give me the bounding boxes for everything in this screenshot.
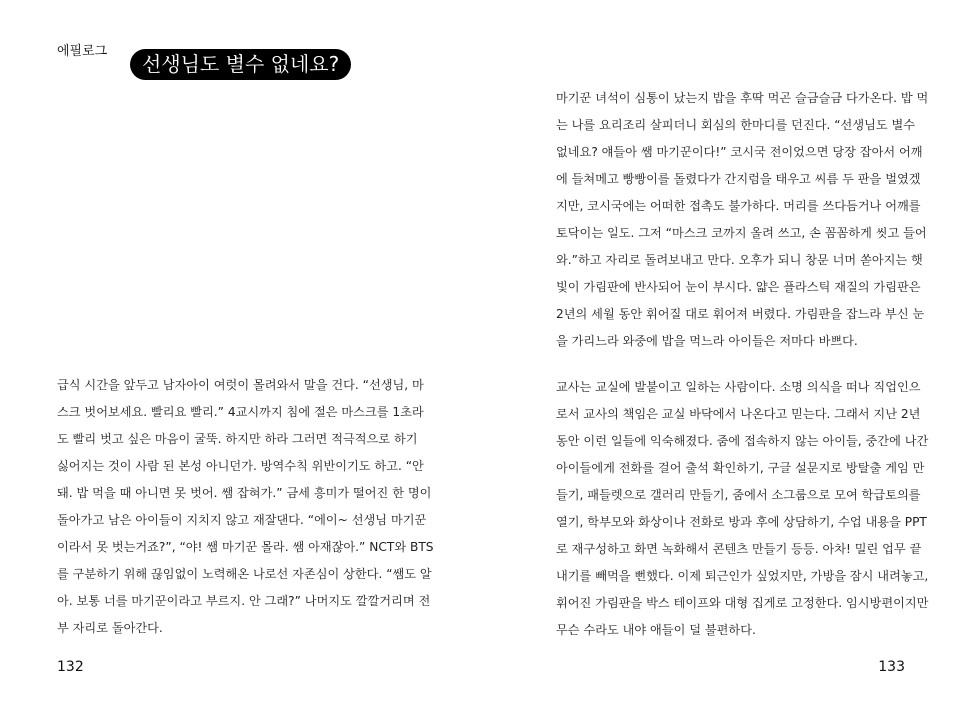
text-line: 내기를 빼먹을 뻔했다. 이제 퇴근인가 싶었지만, 가방을 잠시 내려놓고,: [556, 569, 929, 583]
page-number-left: 132: [57, 659, 84, 675]
body-paragraph-right-2: [556, 374, 929, 644]
text-line: 로 재구성하고 화면 녹화해서 콘텐츠 만들기 등등. 아차! 밀린 업무 끝: [556, 542, 922, 556]
text-line: 급식 시간을 앞두고 남자아이 여럿이 몰려와서 말을 건다. “선생님, 마: [57, 378, 424, 392]
text-line: 와.”하고 자리로 돌려보내고 만다. 오후가 되니 창문 너머 쏟아지는 햇: [556, 253, 923, 267]
text-line: 스크 벗어보세요. 빨리요 빨리.” 4교시까지 침에 절은 마스크를 1초라: [57, 405, 424, 419]
text-line: 도 빨리 벗고 싶은 마음이 굴뚝. 하지만 하라 그러면 적극적으로 하기: [57, 432, 418, 446]
text-line: 들기, 패들렛으로 갤러리 만들기, 줌에서 소그룹으로 모여 학급토의를: [556, 488, 921, 502]
text-line: 아이들에게 전화를 걸어 출석 확인하기, 구글 설문지로 방탈출 게임 만: [556, 461, 925, 475]
text-line: 아. 보통 너를 마기꾼이라고 부르지. 안 그래?” 나머지도 깔깔거리며 전: [57, 594, 431, 608]
text-line: 없네요? 얘들아 쌤 마기꾼이다!” 코시국 전이었으면 당장 잡아서 어깨: [556, 145, 923, 159]
text-line: 교사는 교실에 발붙이고 일하는 사람이다. 소명 의식을 떠나 직업인으: [556, 380, 921, 394]
body-paragraph-left: [57, 372, 434, 642]
text-line: 무슨 수라도 내야 애들이 덜 불편하다.: [556, 623, 756, 637]
text-line: 돌아가고 남은 아이들이 지치지 않고 재잘댄다. “에이~ 선생님 마기꾼: [57, 513, 427, 527]
text-line: 마기꾼 녀석이 심통이 났는지 밥을 후딱 먹곤 슬금슬금 다가온다. 밥 먹: [556, 91, 929, 105]
text-line: 돼. 밥 먹을 때 아니면 못 벗어. 쌤 잡혀가.” 금세 흥미가 떨어진 한 명이: [57, 486, 432, 500]
text-line: 2년의 세월 동안 휘어질 대로 휘어져 버렸다. 가림판을 잡느라 부신 눈: [556, 307, 925, 321]
text-line: 를 구분하기 위해 끊임없이 노력해온 나로선 자존심이 상한다. “쌤도 알: [57, 567, 432, 581]
text-line: 에 들쳐메고 빵빵이를 돌렸다가 간지럼을 태우고 씨름 두 판을 벌였겠: [556, 172, 921, 186]
text-line: 을 가리느라 와중에 밥을 먹느라 아이들은 저마다 바쁘다.: [556, 334, 858, 348]
text-line: 지만, 코시국에는 어떠한 접촉도 불가하다. 머리를 쓰다듬거나 어깨를: [556, 199, 921, 213]
text-line: 로서 교사의 책임은 교실 바닥에서 나온다고 믿는다. 그래서 지난 2년: [556, 407, 921, 421]
body-paragraph-right-1: [556, 85, 929, 355]
text-line: 열기, 학부모와 화상이나 전화로 방과 후에 상담하기, 수업 내용을 PPT: [556, 515, 927, 529]
chapter-title: 선생님도 별수 없네요?: [130, 49, 351, 80]
section-label: 에필로그: [57, 44, 108, 59]
right-page: [480, 0, 960, 711]
text-line: 부 자리로 돌아간다.: [57, 621, 163, 635]
text-line: 는 나를 요리조리 살피더니 회심의 한마디를 던진다. “선생님도 별수: [556, 118, 916, 132]
page-number-right: 133: [878, 659, 905, 675]
text-line: 싫어지는 것이 사람 된 본성 아니던가. 방역수칙 위반이기도 하고. “안: [57, 459, 424, 473]
text-line: 이라서 못 벗는거죠?”, “야! 쌤 마기꾼 몰라. 쌤 아재잖아.” NCT와 BTS: [57, 540, 434, 554]
text-line: 동안 이런 일들에 익숙해졌다. 줌에 접속하지 않는 아이들, 중간에 나간: [556, 434, 929, 448]
text-line: 빛이 가림판에 반사되어 눈이 부시다. 얇은 플라스틱 재질의 가림판은: [556, 280, 921, 294]
text-line: 휘어진 가림판을 박스 테이프와 대형 집게로 고정한다. 임시방편이지만: [556, 596, 929, 610]
text-line: 토닥이는 일도. 그저 “마스크 코까지 올려 쓰고, 손 꼼꼼하게 씻고 들어: [556, 226, 927, 240]
